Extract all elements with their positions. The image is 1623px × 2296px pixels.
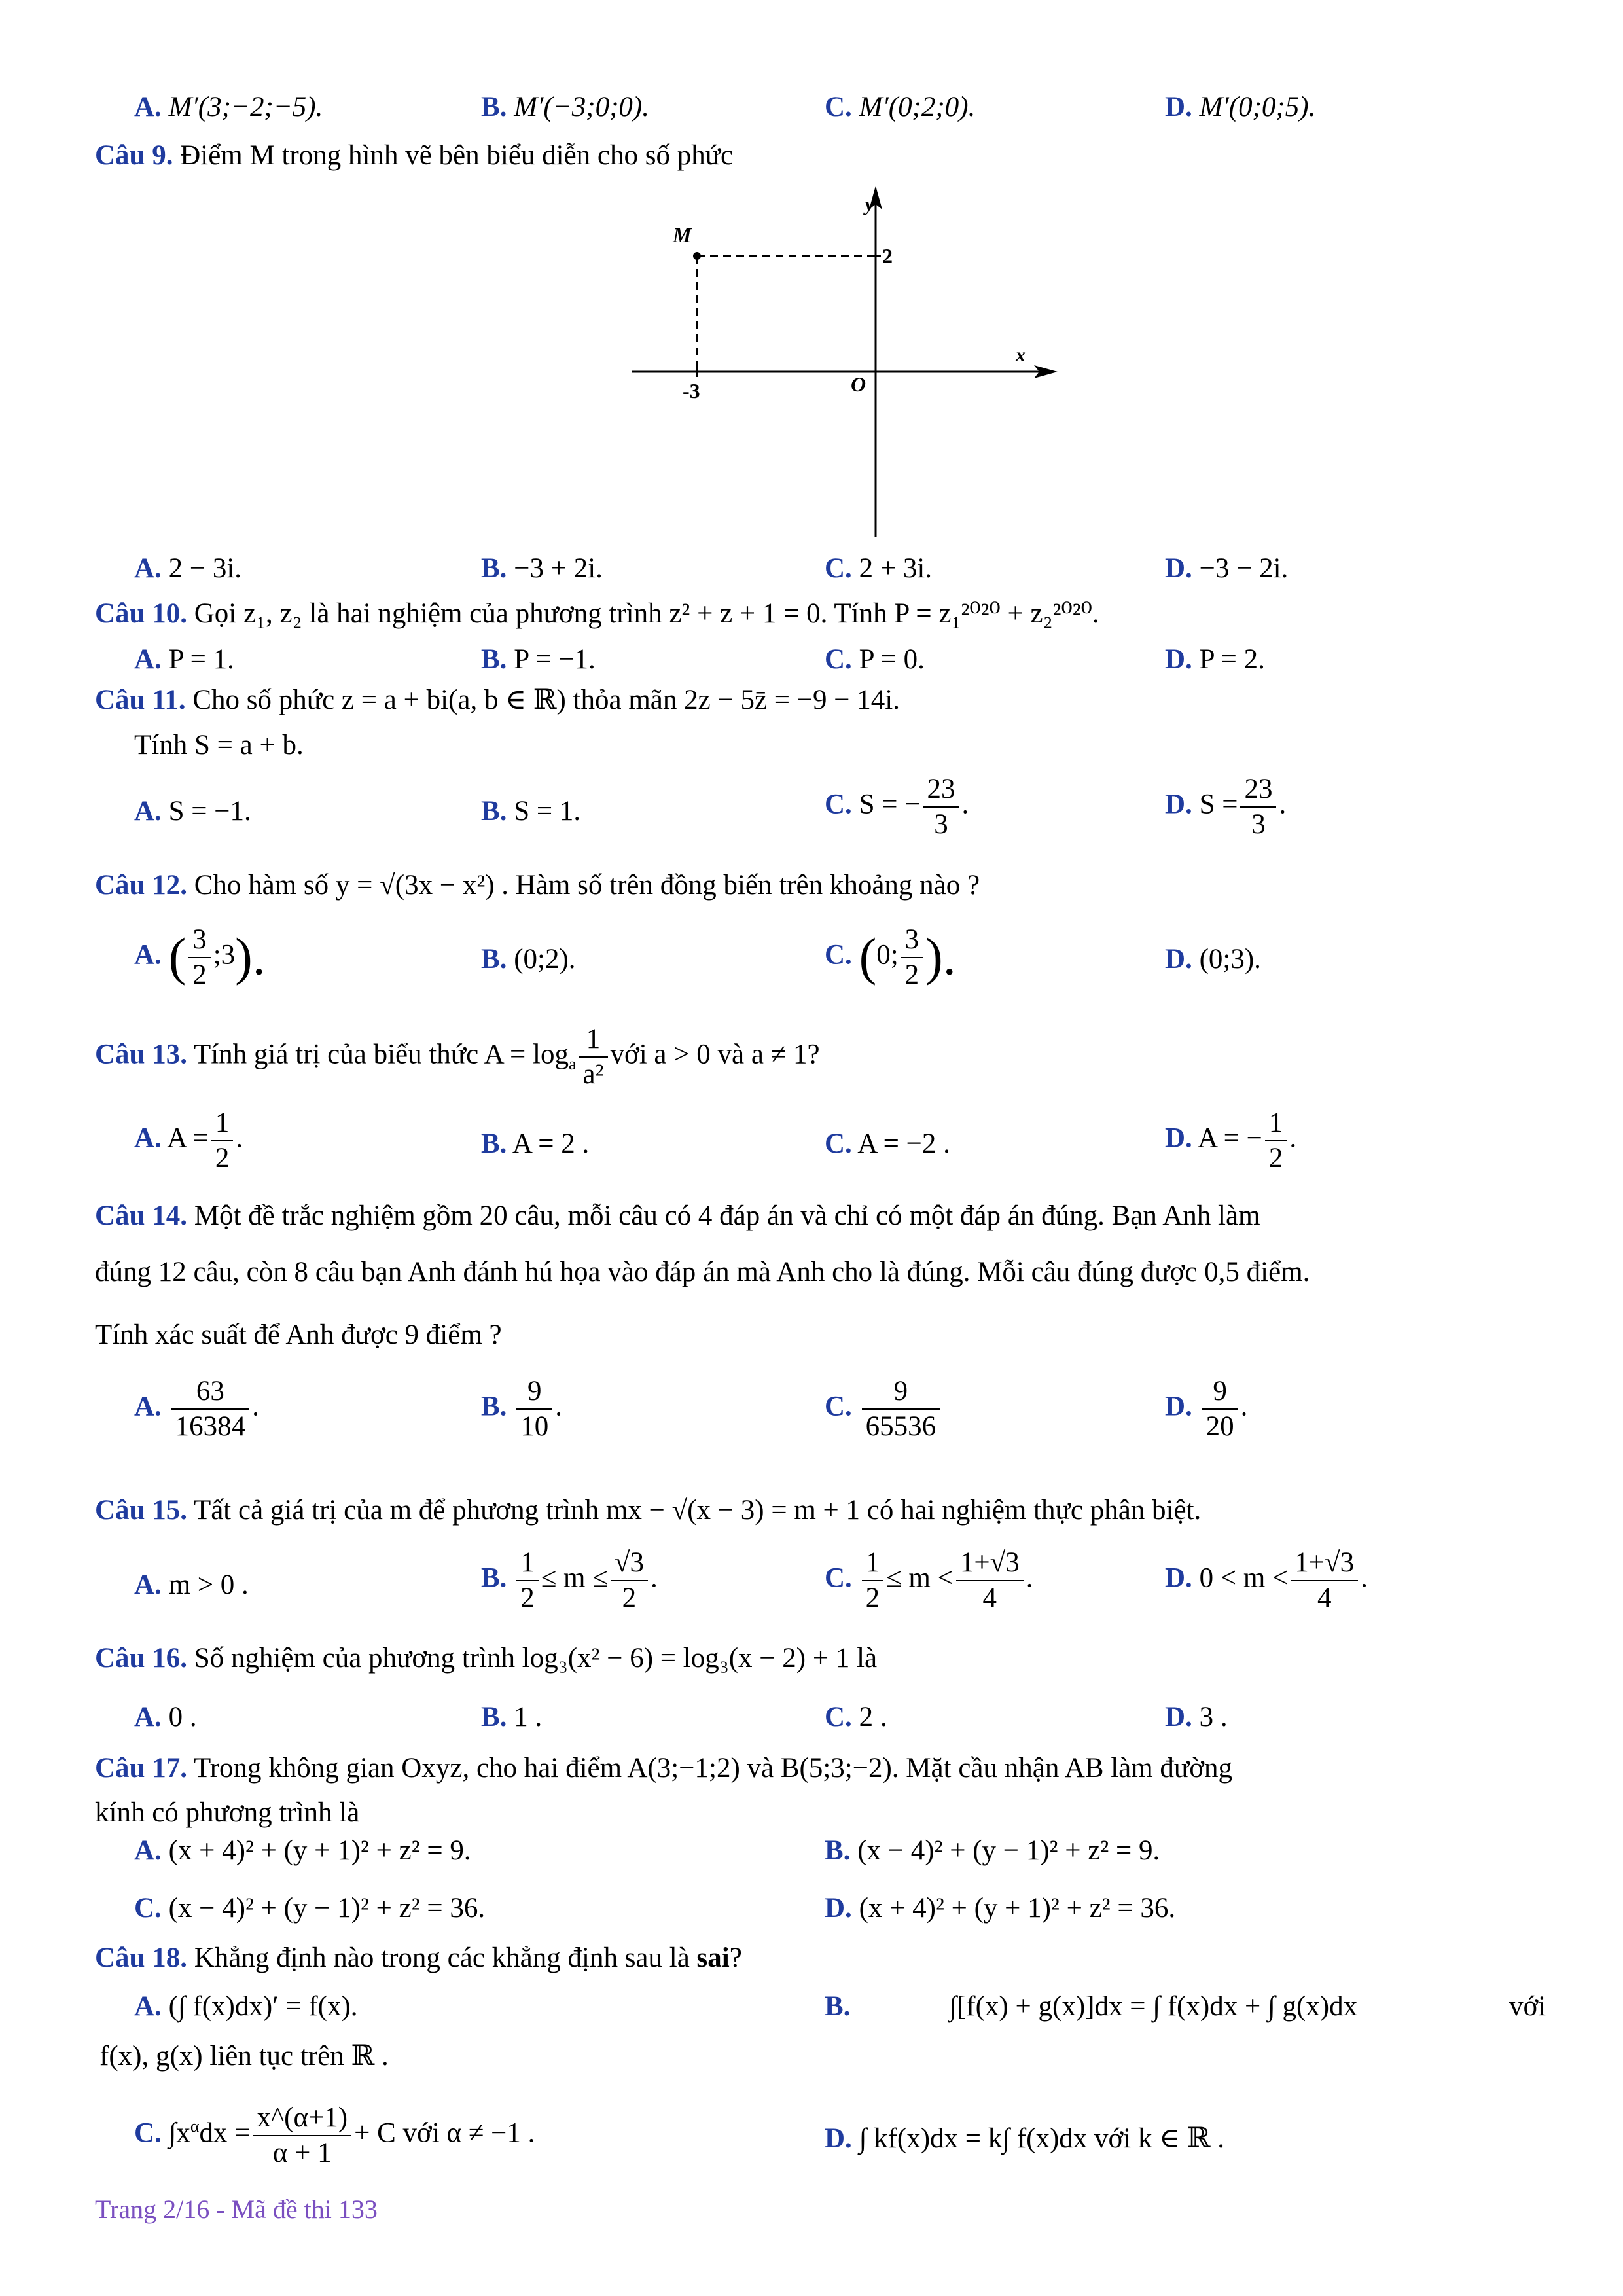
q10-option-a <box>134 643 234 677</box>
q15-option-a <box>134 1568 249 1602</box>
option-text: ≤ m ≤ <box>541 1562 608 1594</box>
question-label: Câu 13. <box>95 1039 187 1070</box>
q12-option-a <box>134 923 266 992</box>
option-text: S = 1. <box>514 796 581 827</box>
question-12 <box>95 869 980 903</box>
q17-option-d <box>825 1892 1175 1926</box>
option-text: M′(−3;0;0). <box>514 92 649 122</box>
option-text: . <box>236 1122 243 1154</box>
option-text: (0;2). <box>514 944 576 975</box>
q18-option-b <box>825 1990 1357 2024</box>
option-label: D. <box>1165 1391 1192 1422</box>
option-label: C. <box>825 1128 852 1159</box>
denominator: 4 <box>982 1582 997 1613</box>
question-17 <box>95 1751 1232 1785</box>
option-text: P = 1. <box>168 644 234 675</box>
q10-option-c <box>825 643 925 677</box>
denominator: 2 <box>192 959 207 990</box>
question-label: Câu 10. <box>95 598 187 629</box>
question-17-line2: kính có phương trình là <box>95 1797 360 1828</box>
option-text: 2 . <box>859 1702 887 1732</box>
option-label: D. <box>1165 1122 1192 1154</box>
option-label: A. <box>134 1991 162 2022</box>
option-label: C. <box>825 644 852 675</box>
q16-option-a <box>134 1700 197 1734</box>
q10-option-b <box>481 643 596 677</box>
option-label: B. <box>481 1562 507 1594</box>
numerator: 63 <box>171 1374 250 1410</box>
option-text: . <box>1361 1562 1368 1594</box>
option-text: 2 − 3i. <box>168 553 242 584</box>
label-2: 2 <box>882 244 893 268</box>
numerator: 1 <box>579 1022 608 1058</box>
question-15 <box>95 1494 1201 1528</box>
numerator: x^(α+1) <box>253 2101 351 2136</box>
superscript: α <box>190 2117 200 2136</box>
option-text: ∫x <box>168 2117 190 2149</box>
option-text: S = <box>1199 789 1238 820</box>
option-label: B. <box>481 553 507 584</box>
fraction <box>1265 1106 1287 1175</box>
option-text: . <box>961 789 969 820</box>
option-label: D. <box>1165 944 1192 975</box>
fraction <box>1202 1374 1238 1443</box>
q17-option-c <box>134 1892 485 1926</box>
option-label: C. <box>134 1893 162 1924</box>
label-y: y <box>865 194 874 215</box>
numerator: 1+√3 <box>1291 1546 1358 1581</box>
numerator: 1 <box>862 1546 884 1581</box>
option-text: 1 . <box>514 1702 543 1732</box>
denominator: 3 <box>934 808 948 840</box>
paren: ( <box>168 928 187 986</box>
fraction <box>862 1546 884 1615</box>
denominator: 2 <box>1268 1142 1283 1174</box>
numerator: 23 <box>1240 772 1276 808</box>
option-text: (x − 4)² + (y − 1)² + z² = 36. <box>168 1893 486 1924</box>
question-10 <box>95 597 1099 631</box>
denominator: a² <box>582 1058 604 1090</box>
denominator: 2 <box>520 1582 535 1613</box>
option-text: (x + 4)² + (y + 1)² + z² = 36. <box>859 1893 1176 1924</box>
option-text: . <box>650 1562 658 1594</box>
numerator: 3 <box>901 923 923 958</box>
question-stem: với a > 0 và a ≠ 1? <box>610 1039 820 1070</box>
option-label: D. <box>1165 1702 1192 1732</box>
option-label: D. <box>1165 1562 1192 1594</box>
option-text: . <box>1279 789 1287 820</box>
option-text: + C với α ≠ −1 . <box>354 2117 535 2149</box>
option-text: ;3 <box>213 939 236 971</box>
option-label: D. <box>1165 553 1192 584</box>
option-label: C. <box>825 1702 852 1732</box>
numerator: 3 <box>188 923 211 958</box>
option-label: A. <box>134 1570 162 1600</box>
option-text: S = −1. <box>168 796 251 827</box>
option-text: . <box>252 1391 259 1422</box>
denominator: α + 1 <box>272 2137 332 2168</box>
option-label: A. <box>134 1391 162 1422</box>
option-label: B. <box>481 944 507 975</box>
option-text: A = <box>167 1122 209 1154</box>
question-18 <box>95 1941 742 1975</box>
q11-option-a <box>134 795 251 829</box>
option-text: A = −2 . <box>857 1128 950 1159</box>
q15-option-b <box>481 1546 658 1615</box>
option-text: ∫[f(x) + g(x)]dx = ∫ f(x)dx + ∫ g(x)dx <box>949 1991 1358 2022</box>
paren: ). <box>235 928 266 986</box>
q14-option-d <box>1165 1374 1247 1443</box>
q13-option-a <box>134 1106 243 1175</box>
q13-option-d <box>1165 1106 1296 1175</box>
paren: ( <box>859 928 877 986</box>
label-x: x <box>1016 344 1026 366</box>
q18-option-d <box>825 2122 1224 2156</box>
question-stem: Số nghiệm của phương trình log₃(x² − 6) = log₃(x − 2) + 1 là <box>194 1643 878 1674</box>
q18-option-a <box>134 1990 358 2024</box>
fraction <box>956 1546 1024 1615</box>
option-label: C. <box>825 939 852 971</box>
option-label: C. <box>134 2117 162 2149</box>
fraction <box>611 1546 648 1615</box>
option-text: dx = <box>199 2117 251 2149</box>
numerator: 1 <box>516 1546 539 1581</box>
q16-option-b <box>481 1700 542 1734</box>
label-origin: O <box>851 372 866 396</box>
option-text: (x + 4)² + (y + 1)² + z² = 9. <box>168 1835 471 1866</box>
option-label: D. <box>825 2123 852 2154</box>
option-label: C. <box>825 92 852 122</box>
page-footer: Trang 2/16 - Mã đề thi 133 <box>95 2195 378 2224</box>
question-stem: Một đề trắc nghiệm gồm 20 câu, mỗi câu có 4 đáp án và chỉ có một đáp án đúng. Bạn Anh làm <box>194 1200 1260 1231</box>
question-9 <box>95 139 733 173</box>
option-label: A. <box>134 1835 162 1866</box>
q9-option-a <box>134 552 241 586</box>
numerator: 1 <box>1265 1106 1287 1141</box>
question-16 <box>95 1641 877 1676</box>
fraction <box>253 2101 351 2170</box>
question-14 <box>95 1199 1260 1233</box>
point-m <box>693 252 701 260</box>
question-11-line2: Tính S = a + b. <box>134 730 304 761</box>
q14-option-b <box>481 1374 562 1443</box>
question-stem: Gọi z₁, z₂ là hai nghiệm của phương trình z² + z + 1 = 0. Tính P = z₁²⁰²⁰ + z₂²⁰²⁰. <box>194 598 1099 629</box>
q8-option-b <box>481 90 649 124</box>
option-text: M′(0;0;5). <box>1199 92 1316 122</box>
fraction <box>862 1374 940 1443</box>
denominator: 20 <box>1205 1410 1234 1442</box>
question-stem: Tính giá trị của biểu thức A = log <box>193 1039 569 1070</box>
option-label: C. <box>825 1562 852 1594</box>
option-text: 0 . <box>168 1702 197 1732</box>
q16-option-d <box>1165 1700 1228 1734</box>
option-text: . <box>1240 1391 1248 1422</box>
q12-option-b <box>481 942 576 977</box>
option-label: D. <box>1165 789 1192 820</box>
question-stem: ? <box>729 1943 742 1973</box>
q9-option-d <box>1165 552 1288 586</box>
option-text: ≤ m < <box>886 1562 954 1594</box>
option-text: A = 2 . <box>512 1128 590 1159</box>
option-label: A. <box>134 92 162 122</box>
denominator: 2 <box>904 959 919 990</box>
question-stem: Trong không gian Oxyz, cho hai điểm A(3;−1;2) và B(5;3;−2). Mặt cầu nhận AB làm đường <box>193 1753 1232 1784</box>
fraction <box>1291 1546 1358 1615</box>
label-m: M <box>673 223 692 247</box>
denominator: 2 <box>215 1142 230 1174</box>
denominator: 4 <box>1317 1582 1332 1613</box>
question-stem: Cho số phức z = a + bi(a, b ∈ ℝ) thỏa mãn 2z − 5z̄ = −9 − 14i. <box>192 685 901 715</box>
q8-option-c <box>825 90 975 124</box>
option-label: A. <box>134 553 162 584</box>
fraction <box>901 923 923 992</box>
q11-option-b <box>481 795 580 829</box>
option-text: . <box>1026 1562 1033 1594</box>
question-14-line3: Tính xác suất để Anh được 9 điểm ? <box>95 1319 502 1350</box>
q17-option-b <box>825 1834 1160 1868</box>
fraction <box>579 1022 608 1091</box>
option-label: D. <box>1165 92 1192 122</box>
numerator: 9 <box>516 1374 552 1410</box>
subscript: a <box>568 1054 577 1074</box>
question-14-line2: đúng 12 câu, còn 8 câu bạn Anh đánh hú họa vào đáp án mà Anh cho là đúng. Mỗi câu đúng được 0,5 điểm. <box>95 1257 1310 1287</box>
question-label: Câu 12. <box>95 870 187 901</box>
q18-option-b-line2: f(x), g(x) liên tục trên ℝ . <box>99 2041 389 2072</box>
q9-option-b <box>481 552 603 586</box>
question-stem: Tất cả giá trị của m để phương trình mx − √(x − 3) = m + 1 có hai nghiệm thực phân biệt. <box>193 1495 1202 1526</box>
question-11 <box>95 683 900 717</box>
numerator: 9 <box>1202 1374 1238 1410</box>
option-label: B. <box>481 1128 507 1159</box>
question-stem: Cho hàm số y = √(3x − x²) . Hàm số trên đồng biến trên khoảng nào ? <box>194 870 980 901</box>
q11-option-d <box>1165 772 1286 841</box>
numerator: √3 <box>611 1546 648 1581</box>
denominator: 10 <box>520 1410 549 1442</box>
option-text: P = 0. <box>859 644 925 675</box>
option-text: (x − 4)² + (y − 1)² + z² = 9. <box>857 1835 1160 1866</box>
q12-option-c <box>825 923 956 992</box>
question-label: Câu 16. <box>95 1643 187 1674</box>
fraction <box>923 772 959 841</box>
option-label: B. <box>481 92 507 122</box>
option-text: ∫ kf(x)dx = k∫ f(x)dx với k ∈ ℝ . <box>859 2123 1225 2154</box>
question-13 <box>95 1022 820 1091</box>
option-text: . <box>1289 1122 1297 1154</box>
option-label: A. <box>134 1702 162 1732</box>
option-text: (0;3). <box>1199 944 1261 975</box>
option-label: B. <box>481 1391 507 1422</box>
option-label: A. <box>134 939 162 971</box>
option-label: B. <box>825 1835 851 1866</box>
option-label: B. <box>825 1991 851 2022</box>
q12-option-d <box>1165 942 1261 977</box>
q9-option-c <box>825 552 932 586</box>
option-text: P = −1. <box>514 644 596 675</box>
option-text: −3 + 2i. <box>514 553 603 584</box>
question-label: Câu 17. <box>95 1753 187 1784</box>
q16-option-c <box>825 1700 887 1734</box>
q10-option-d <box>1165 643 1265 677</box>
option-label: C. <box>825 1391 852 1422</box>
option-label: A. <box>134 796 162 827</box>
q15-option-c <box>825 1546 1033 1615</box>
fraction <box>188 923 211 992</box>
q8-option-d <box>1165 90 1315 124</box>
option-label: D. <box>825 1893 852 1924</box>
option-text: A = − <box>1198 1122 1262 1154</box>
option-label: D. <box>1165 644 1192 675</box>
q13-option-c <box>825 1127 950 1161</box>
question-label: Câu 11. <box>95 685 186 715</box>
numerator: 1+√3 <box>956 1546 1024 1581</box>
denominator: 2 <box>622 1582 637 1613</box>
option-text: −3 − 2i. <box>1199 553 1289 584</box>
numerator: 1 <box>211 1106 234 1141</box>
numerator: 9 <box>862 1374 940 1410</box>
denominator: 3 <box>1251 808 1266 840</box>
denominator: 2 <box>865 1582 880 1613</box>
q14-option-a <box>134 1374 259 1443</box>
option-label: B. <box>481 1702 507 1732</box>
numerator: 23 <box>923 772 959 808</box>
option-text: . <box>555 1391 562 1422</box>
q14-option-c <box>825 1374 942 1443</box>
option-text: 0 < m < <box>1199 1562 1289 1594</box>
option-text: 3 . <box>1199 1702 1228 1732</box>
option-text: S = − <box>859 789 921 820</box>
option-label: A. <box>134 644 162 675</box>
q8-option-a <box>134 90 323 124</box>
question-stem: Khẳng định nào trong các khẳng định sau là <box>194 1943 690 1973</box>
question-label: Câu 14. <box>95 1200 187 1231</box>
option-label: C. <box>825 789 852 820</box>
q11-option-c <box>825 772 969 841</box>
option-text: m > 0 . <box>168 1570 249 1600</box>
option-label: A. <box>134 1122 162 1154</box>
fraction <box>516 1374 552 1443</box>
fraction <box>516 1546 539 1615</box>
question-label: Câu 9. <box>95 140 173 171</box>
q13-option-b <box>481 1127 589 1161</box>
option-text: M′(0;2;0). <box>859 92 976 122</box>
option-text: P = 2. <box>1199 644 1265 675</box>
label-minus-3: -3 <box>683 379 700 403</box>
complex-plane-figure <box>615 183 1073 550</box>
question-stem: Điểm M trong hình vẽ bên biểu diễn cho số phức <box>180 140 734 171</box>
question-label: Câu 18. <box>95 1943 187 1973</box>
fraction <box>171 1374 250 1443</box>
denominator: 65536 <box>865 1410 936 1442</box>
q18-option-b-tail: với <box>1509 1991 1546 2022</box>
option-label: B. <box>481 644 507 675</box>
question-label: Câu 15. <box>95 1495 187 1526</box>
option-text: 0; <box>876 939 899 971</box>
option-text: 2 + 3i. <box>859 553 933 584</box>
paren: ). <box>925 928 956 986</box>
question-stem-bold: sai <box>696 1943 730 1973</box>
q15-option-d <box>1165 1546 1368 1615</box>
fraction <box>211 1106 234 1175</box>
option-text: M′(3;−2;−5). <box>168 92 323 122</box>
q17-option-a <box>134 1834 471 1868</box>
option-text: (∫ f(x)dx)′ = f(x). <box>168 1991 358 2022</box>
option-label: C. <box>825 553 852 584</box>
option-label: B. <box>481 796 507 827</box>
denominator: 16384 <box>175 1410 246 1442</box>
fraction <box>1240 772 1276 841</box>
q18-option-c <box>134 2101 535 2170</box>
